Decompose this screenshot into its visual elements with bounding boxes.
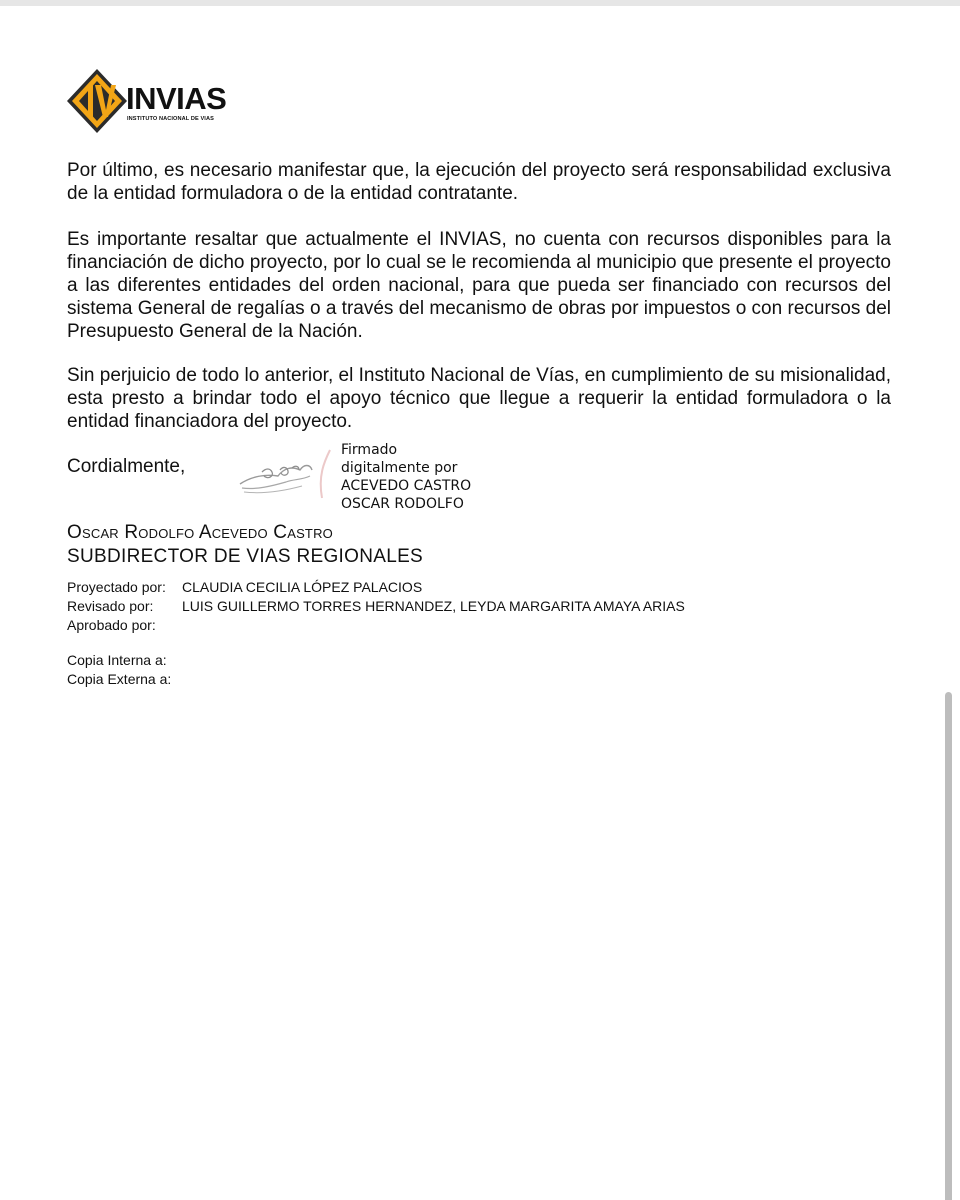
handwritten-signature-icon	[232, 446, 342, 502]
logo-wordmark: INVIAS	[126, 81, 227, 116]
digital-signature-line: digitalmente por	[341, 460, 458, 476]
digital-signature-caption	[341, 441, 471, 513]
meta-value: CLAUDIA CECILIA LÓPEZ PALACIOS	[182, 579, 423, 595]
closing-salutation: Cordialmente,	[67, 456, 186, 477]
meta-label: Proyectado por:	[67, 579, 166, 595]
meta-value: LUIS GUILLERMO TORRES HERNANDEZ, LEYDA MARGARITA AMAYA ARIAS	[182, 598, 685, 614]
top-toolbar-strip	[0, 0, 960, 6]
meta-copia-interna	[67, 651, 182, 669]
invias-logo	[66, 68, 226, 136]
logo-subtitle: INSTITUTO NACIONAL DE VIAS	[127, 116, 214, 122]
invias-logo-mark-icon	[66, 68, 128, 134]
signer-name: Oscar Rodolfo Acevedo Castro	[67, 522, 333, 543]
digital-signature-line: Firmado	[341, 442, 398, 458]
meta-copia-externa	[67, 670, 182, 688]
digital-signature-line: ACEVEDO CASTRO	[341, 478, 472, 494]
meta-label: Copia Externa a:	[67, 671, 172, 687]
meta-aprobado	[67, 616, 182, 634]
vertical-scrollbar[interactable]	[945, 692, 952, 1200]
paragraph-funding-resources: Es importante resaltar que actualmente el INVIAS, no cuenta con recursos disponibles para la financiación de dicho proyecto, por lo cual se le recomienda al municipio que presente el proyecto a las diferentes entidades del orden nacional, para que pueda ser financiado con recursos del sistema General de regalías o a través del mecanismo de obras por impuestos o con recursos del Presupuesto General de la Nación.	[67, 229, 891, 342]
digital-signature-line: OSCAR RODOLFO	[341, 496, 464, 512]
meta-proyectado	[67, 578, 422, 596]
meta-label: Revisado por:	[67, 598, 154, 614]
meta-revisado	[67, 597, 685, 615]
paragraph-execution-responsibility: Por último, es necesario manifestar que, la ejecución del proyecto será responsabilidad exclusiva de la entidad formuladora o de la entidad contratante.	[67, 160, 891, 204]
meta-label: Aprobado por:	[67, 617, 156, 633]
meta-label: Copia Interna a:	[67, 652, 167, 668]
paragraph-technical-support: Sin perjuicio de todo lo anterior, el Instituto Nacional de Vías, en cumplimiento de su misionalidad, esta presto a brindar todo el apoyo técnico que llegue a requerir la entidad formuladora o la entidad financiadora del proyecto.	[67, 365, 891, 432]
signer-role: SUBDIRECTOR DE VIAS REGIONALES	[67, 546, 424, 567]
